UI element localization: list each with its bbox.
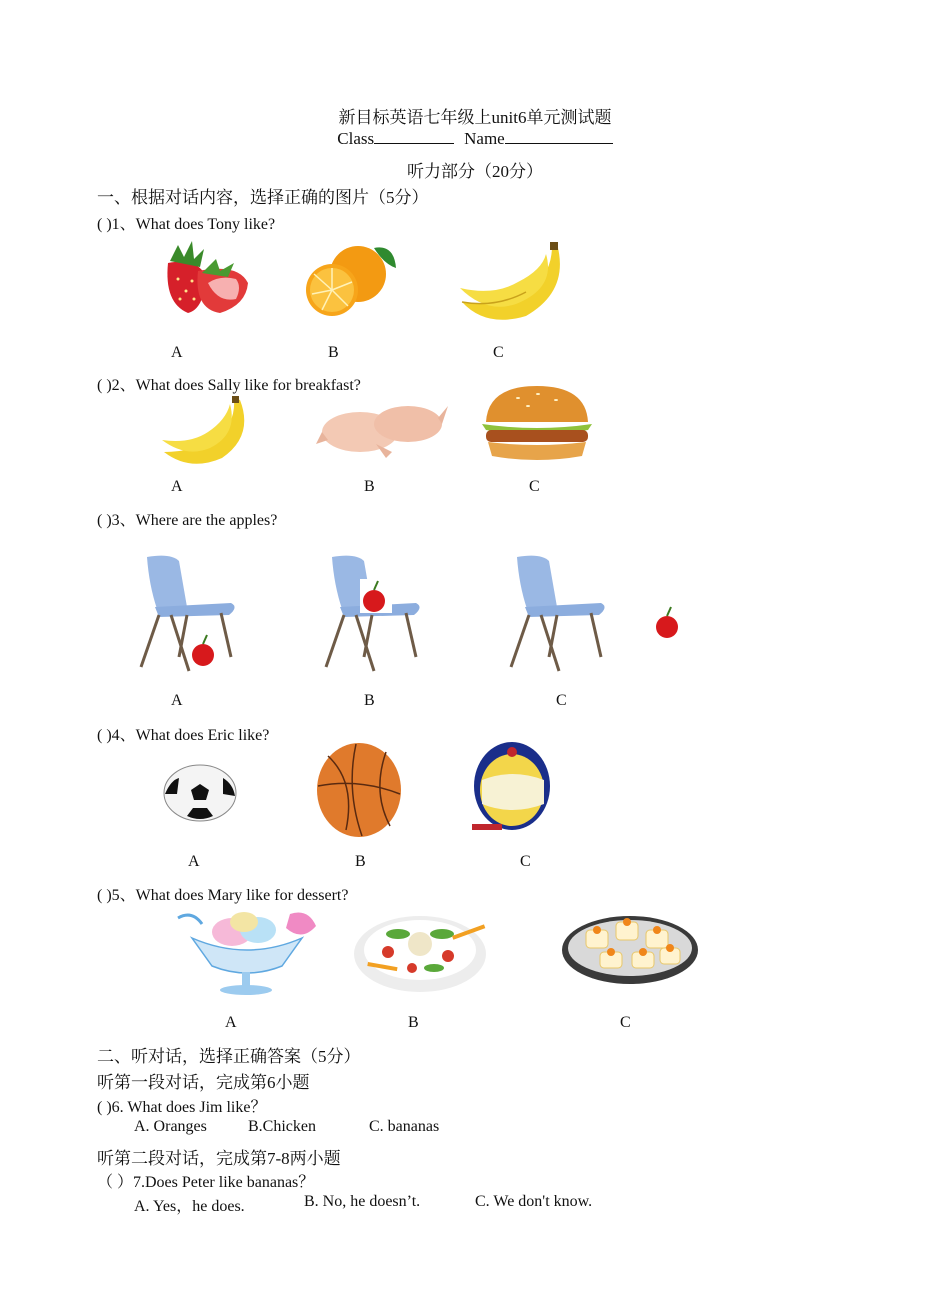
- basketball-icon: [316, 742, 402, 838]
- class-name-line: [0, 129, 950, 149]
- section1-heading: 一、根据对话内容，选择正确的图片（5分）: [97, 188, 429, 207]
- chair-apple-under-icon: [135, 555, 255, 675]
- q7-option-c: C. We don't know.: [475, 1193, 593, 1210]
- ice-cream-icon: [172, 908, 322, 998]
- question-4: ( )4、What does Eric like?: [97, 727, 270, 744]
- listening-title: 听力部分（20分）: [407, 162, 543, 181]
- q3-option-b: B: [364, 692, 375, 709]
- cake-icon: [560, 900, 700, 986]
- q5-option-a: A: [225, 1014, 237, 1031]
- chair-apple-on-icon: [320, 555, 440, 675]
- q7-option-a: A. Yes，he does.: [134, 1198, 245, 1215]
- question-7: （ ）7.Does Peter like bananas？: [97, 1174, 315, 1191]
- strawberry-icon: [158, 233, 254, 319]
- q3-option-a: A: [171, 692, 183, 709]
- name-label: Name: [464, 129, 505, 148]
- class-label: Class: [337, 129, 375, 148]
- q1-option-c: C: [493, 344, 504, 361]
- q7-option-b: B. No, he doesn’t.: [304, 1193, 421, 1210]
- section2-heading: 二、听对话，选择正确答案（5分）: [97, 1047, 361, 1066]
- class-blank: [374, 129, 454, 144]
- q4-option-b: B: [355, 853, 366, 870]
- question-2: ( )2、What does Sally like for breakfast?: [97, 377, 361, 394]
- banana-icon: [160, 396, 252, 468]
- q2-option-b: B: [364, 478, 375, 495]
- soccer-ball-icon: [163, 764, 237, 822]
- question-5: ( )5、What does Mary like for dessert?: [97, 887, 349, 904]
- q2-option-c: C: [529, 478, 540, 495]
- question-3: ( )3、Where are the apples?: [97, 512, 278, 529]
- chicken-icon: [316, 392, 448, 460]
- q6-option-b: B.Chicken: [248, 1118, 316, 1135]
- question-1: ( )1、What does Tony like?: [97, 216, 276, 233]
- chair-apple-beside-icon: [505, 555, 690, 675]
- q6-option-a: A. Oranges: [134, 1118, 207, 1135]
- q1-option-a: A: [171, 344, 183, 361]
- q4-option-a: A: [188, 853, 200, 870]
- q1-option-b: B: [328, 344, 339, 361]
- volleyball-icon: [472, 740, 552, 834]
- q3-option-c: C: [556, 692, 567, 709]
- hamburger-icon: [478, 384, 596, 464]
- q5-option-b: B: [408, 1014, 419, 1031]
- orange-icon: [300, 238, 400, 322]
- q6-option-c: C. bananas: [369, 1118, 440, 1135]
- page-title: 新目标英语七年级上unit6单元测试题: [338, 108, 612, 127]
- q2-option-a: A: [171, 478, 183, 495]
- question-6: ( )6. What does Jim like？: [97, 1099, 267, 1116]
- salad-icon: [352, 906, 492, 994]
- name-blank: [505, 129, 613, 144]
- part2-intro: 听第二段对话，完成第7-8两小题: [97, 1149, 341, 1168]
- part1-intro: 听第一段对话，完成第6小题: [97, 1073, 310, 1092]
- banana-icon: [456, 242, 572, 324]
- q5-option-c: C: [620, 1014, 631, 1031]
- q4-option-c: C: [520, 853, 531, 870]
